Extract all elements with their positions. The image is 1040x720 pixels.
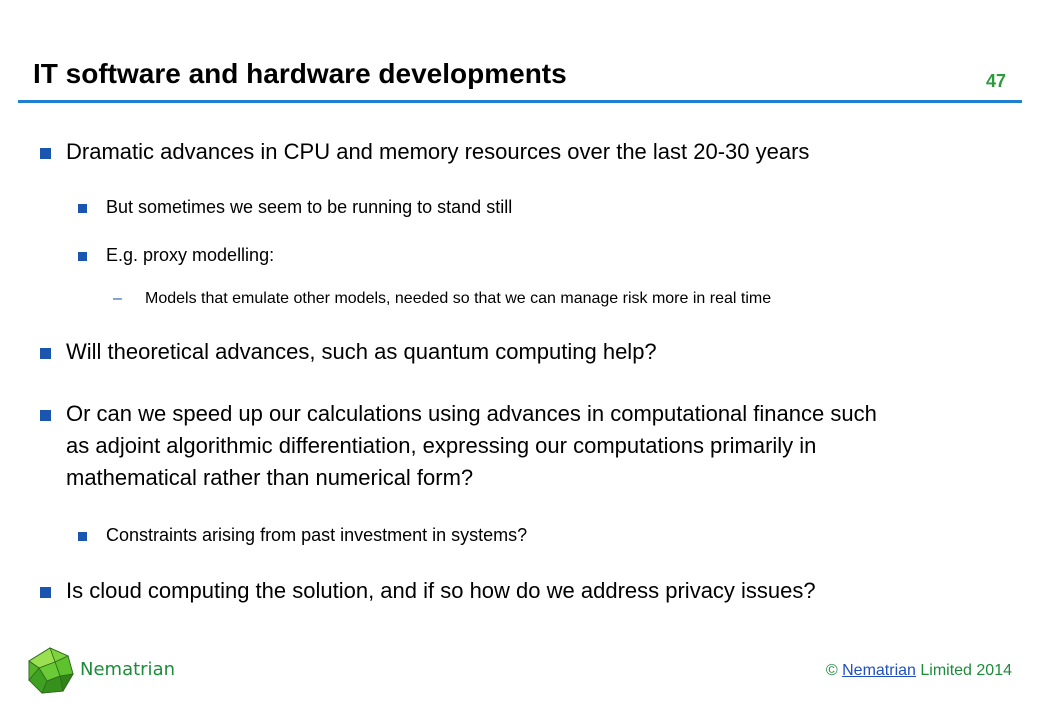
bullet-item [66,575,1016,607]
bullet-item [66,336,1016,368]
nematrian-link[interactable]: Nematrian [842,662,916,679]
square-bullet-icon [78,204,87,213]
square-bullet-icon [40,587,51,598]
bullet-text: Dramatic advances in CPU and memory resources over the last 20-30 years [66,139,810,164]
bullet-text: Is cloud computing the solution, and if so how do we address privacy issues? [66,578,816,603]
slide-title: IT software and hardware developments [33,58,567,89]
copyright-suffix: Limited 2014 [920,662,1012,679]
square-bullet-icon [40,148,51,159]
bullet-text: E.g. proxy modelling: [106,245,275,265]
dash-bullet-icon: – [113,290,122,307]
footer-brand: Nematrian [80,659,176,680]
square-bullet-icon [78,252,87,261]
bullet-item [66,136,1016,168]
footer-copyright [826,663,1012,679]
bullet-text: But sometimes we seem to be running to stand still [106,197,513,217]
sub-bullet-item [106,243,1006,267]
sub-bullet-item [106,523,1006,547]
bullet-item [66,398,906,494]
bullet-text: Will theoretical advances, such as quantum computing help? [66,339,657,364]
square-bullet-icon [40,410,51,421]
bullet-text: Or can we speed up our calculations using advances in computational finance such as adjoint algorithmic differentiation, expressing our computations primarily in mathematical rather than numerical form? [66,401,877,490]
copyright-symbol: © [825,662,838,679]
nematrian-logo-icon [25,646,75,696]
square-bullet-icon [40,348,51,359]
bullet-text: Constraints arising from past investment in systems? [106,525,528,545]
sub-sub-bullet-item [113,288,1025,310]
square-bullet-icon [78,532,87,541]
sub-bullet-item [106,195,1006,219]
page-number: 47 [985,71,1006,91]
bullet-text: Models that emulate other models, needed so that we can manage risk more in real time [145,290,772,307]
